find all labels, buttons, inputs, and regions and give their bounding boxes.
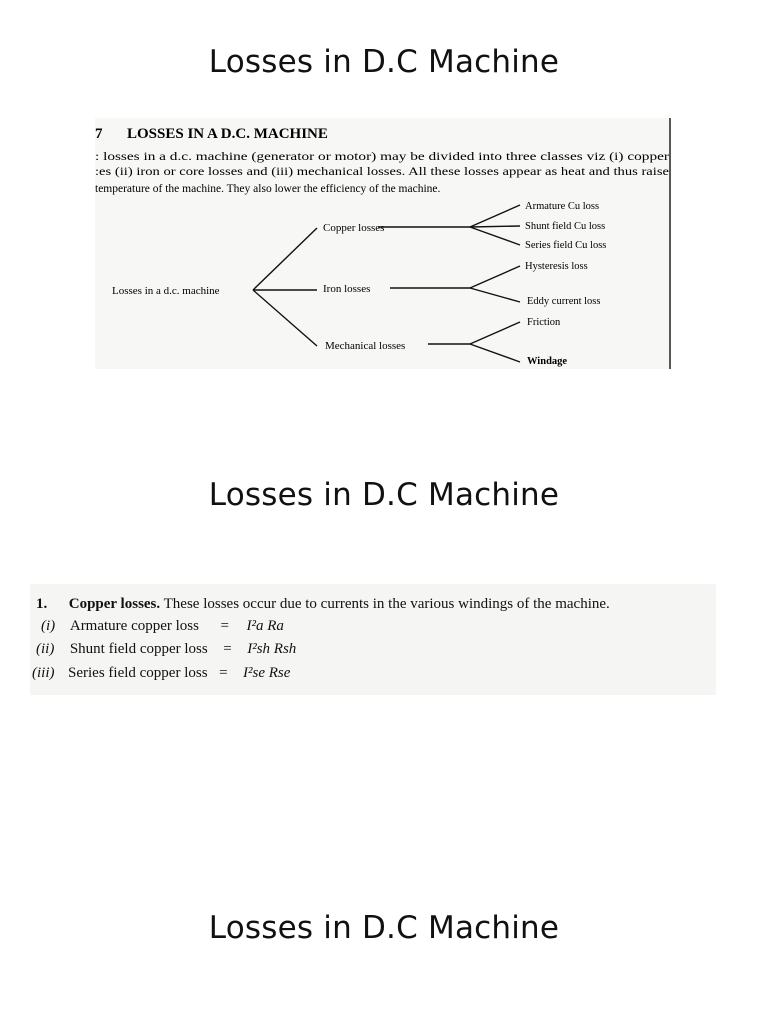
leaf-friction: Friction bbox=[527, 317, 561, 328]
equation-formula: I²a Ra bbox=[246, 618, 284, 634]
leaf-shunt-field-cu-loss: Shunt field Cu loss bbox=[525, 221, 606, 232]
section-heading: LOSSES IN A D.C. MACHINE bbox=[127, 126, 328, 142]
equation-equals: = bbox=[220, 618, 229, 634]
equation-index: (iii) bbox=[32, 665, 55, 681]
item-number: 1. bbox=[36, 596, 48, 612]
equation-row-shunt bbox=[36, 641, 296, 658]
equation-equals: = bbox=[223, 641, 232, 657]
branch-copper-losses: Copper losses bbox=[323, 222, 385, 234]
leaf-hysteresis-loss: Hysteresis loss bbox=[525, 261, 588, 272]
equation-equals: = bbox=[219, 665, 228, 681]
slide-1-title: Losses in D.C Machine bbox=[208, 44, 560, 80]
equation-label: Series field copper loss bbox=[68, 665, 208, 681]
paragraph-line-1: : losses in a d.c. machine (generator or motor) may be divided into three classes viz (i) copper bbox=[95, 151, 670, 163]
equation-index: (ii) bbox=[36, 641, 55, 657]
copper-losses-scan bbox=[30, 584, 716, 695]
losses-diagram-scan bbox=[95, 118, 671, 369]
paragraph-line-3: temperature of the machine. They also lower the efficiency of the machine. bbox=[95, 183, 441, 195]
leaf-windage: Windage bbox=[527, 356, 568, 367]
item-text: These losses occur due to currents in the various windings of the machine. bbox=[163, 596, 610, 612]
branch-mechanical-losses: Mechanical losses bbox=[325, 340, 406, 352]
equation-label: Armature copper loss bbox=[69, 618, 199, 634]
tree-branch-connectors bbox=[378, 205, 520, 362]
equation-label: Shunt field copper loss bbox=[69, 641, 208, 657]
item-heading: Copper losses. bbox=[68, 596, 161, 612]
leaf-armature-cu-loss: Armature Cu loss bbox=[525, 201, 600, 212]
tree-root-connectors bbox=[253, 228, 317, 346]
slide-3-title: Losses in D.C Machine bbox=[208, 910, 560, 946]
leaf-eddy-current-loss: Eddy current loss bbox=[527, 296, 601, 307]
paragraph-line-2: :es (ii) iron or core losses and (iii) mechanical losses. All these losses appear as heat and thus raise bbox=[95, 166, 669, 178]
next-scan-edge bbox=[0, 1014, 768, 1024]
equation-index: (i) bbox=[41, 618, 56, 634]
slide-2-title: Losses in D.C Machine bbox=[208, 477, 560, 513]
section-number: 7 bbox=[95, 126, 103, 142]
equation-formula: I²sh Rsh bbox=[247, 641, 297, 657]
equation-formula: I²se Rse bbox=[243, 665, 291, 681]
branch-iron-losses: Iron losses bbox=[323, 283, 371, 295]
equation-row-armature bbox=[41, 618, 284, 635]
equation-row-series bbox=[32, 665, 290, 682]
tree-root-label: Losses in a d.c. machine bbox=[112, 285, 220, 297]
leaf-series-field-cu-loss: Series field Cu loss bbox=[525, 240, 607, 251]
copper-losses-heading-row bbox=[36, 596, 610, 613]
